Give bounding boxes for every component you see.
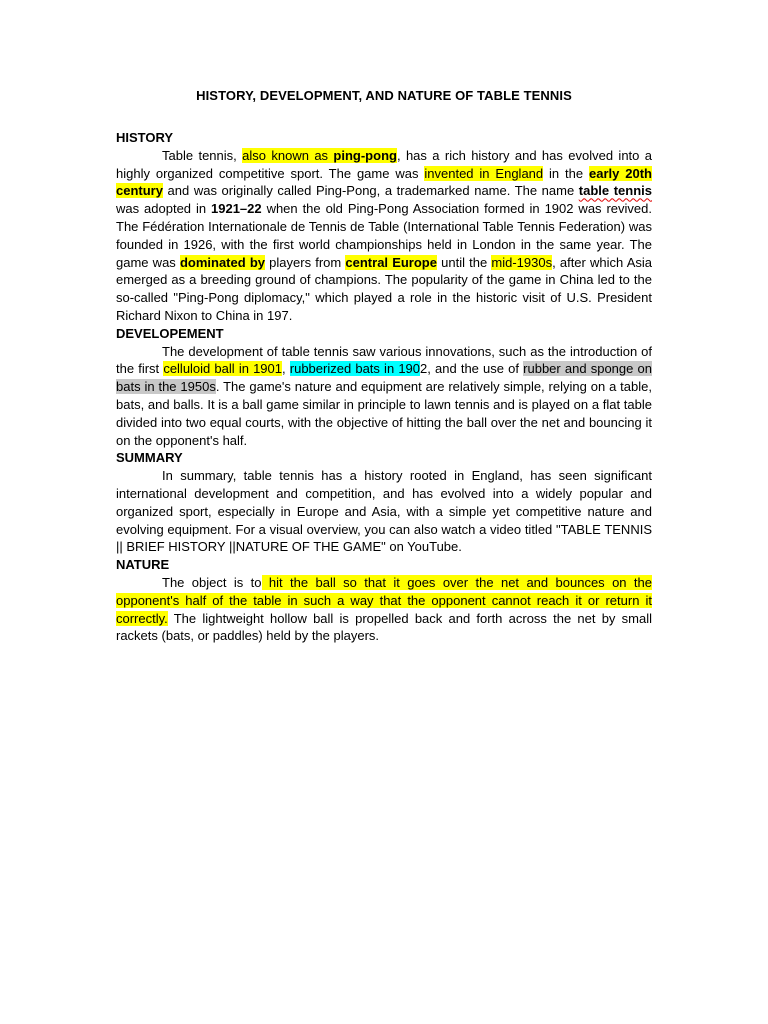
nature-paragraph <box>116 574 652 645</box>
history-paragraph <box>116 147 652 325</box>
nature-text-1: The object is to <box>162 574 262 590</box>
spellcheck-table-tennis: table tennis <box>578 183 652 199</box>
history-text-6: when the old Ping-Pong Association formed in 1902 was revived. The Fédération Internationale de Tennis de Table (International Table Tennis Federation) was founded in 1926, with the first world championships held in London in the same year. The game was <box>116 201 652 270</box>
document-title: HISTORY, DEVELOPMENT, AND NATURE OF TABLE TENNIS <box>196 88 572 103</box>
bold-year-range: 1921–22 <box>211 201 262 217</box>
highlight-rubber-and-sponge: rubber and sponge on bats in the 1950s <box>116 361 652 395</box>
history-text-5: was adopted in <box>116 201 212 217</box>
development-text-1: The development of table tennis saw various innovations, such as the introduction of the first <box>116 343 652 377</box>
highlight-central-europe: central Europe <box>345 254 437 270</box>
development-text-4: . The game's nature and equipment are relatively simple, relying on a table, bats, and balls. It is a ball game similar in principle to lawn tennis and is played on a flat table divided into two equal courts, with the objective of hitting the ball over the net and bouncing it on the opponent's half. <box>116 379 652 448</box>
history-text-7: players from <box>265 254 346 270</box>
development-heading: DEVELOPEMENT <box>116 325 224 341</box>
development-text-2: , <box>282 361 290 377</box>
development-text-3: 2, and the use of <box>420 361 524 377</box>
history-text-4: and was originally called Ping-Pong, a trademarked name. The name <box>162 183 579 199</box>
summary-text-1: In summary, table tennis has a history rooted in England, has seen significant international development and competition, and has evolved into a widely popular and organized sport, especially in Europe and Asia, with a simple yet competitive nature and evolving equipment. For a visual overview, you can also watch a video titled "TABLE TENNIS || BRIEF HISTORY ||NATURE OF THE GAME" on YouTube. <box>116 468 652 555</box>
highlight-dominated-by: dominated by <box>179 254 266 270</box>
highlight-mid-1930s: mid-1930s <box>491 254 553 270</box>
summary-heading: SUMMARY <box>116 450 183 466</box>
highlight-hit-the-ball: hit the ball so that it goes over the net and bounces on the opponent's half of the table in such a way that the opponent cannot reach it or return it correctly. <box>116 574 653 626</box>
history-text-8: until the <box>436 254 492 270</box>
highlight-ping-pong: ping-pong <box>333 147 397 163</box>
nature-heading: NATURE <box>116 557 170 573</box>
nature-text-2: The lightweight hollow ball is propelled back and forth across the net by small rackets (bats, or paddles) held by the players. <box>116 610 652 644</box>
highlight-rubberized-bats: rubberized bats in 190 <box>289 361 421 377</box>
history-text-1: Table tennis, <box>162 147 243 163</box>
history-text-2: , has a rich history and has evolved into a highly organized competitive sport. The game was <box>116 147 652 181</box>
highlight-also-known-as: also known as <box>242 147 334 163</box>
summary-paragraph <box>116 467 652 556</box>
development-paragraph <box>116 343 652 450</box>
highlight-celluloid-ball: celluloid ball in 1901 <box>163 361 282 377</box>
history-heading: HISTORY <box>116 130 174 145</box>
history-text-9: , after which Asia emerged as a breeding ground of champions. The popularity of the game in China led to the so-called "Ping-Pong diplomacy," which played a role in the historic visit of U.S. President Richard Nixon to China in 197. <box>116 254 652 323</box>
highlight-early-20th-century: early 20th century <box>116 165 652 199</box>
highlight-invented-in-england: invented in England <box>424 165 544 181</box>
history-text-3: in the <box>543 165 590 181</box>
